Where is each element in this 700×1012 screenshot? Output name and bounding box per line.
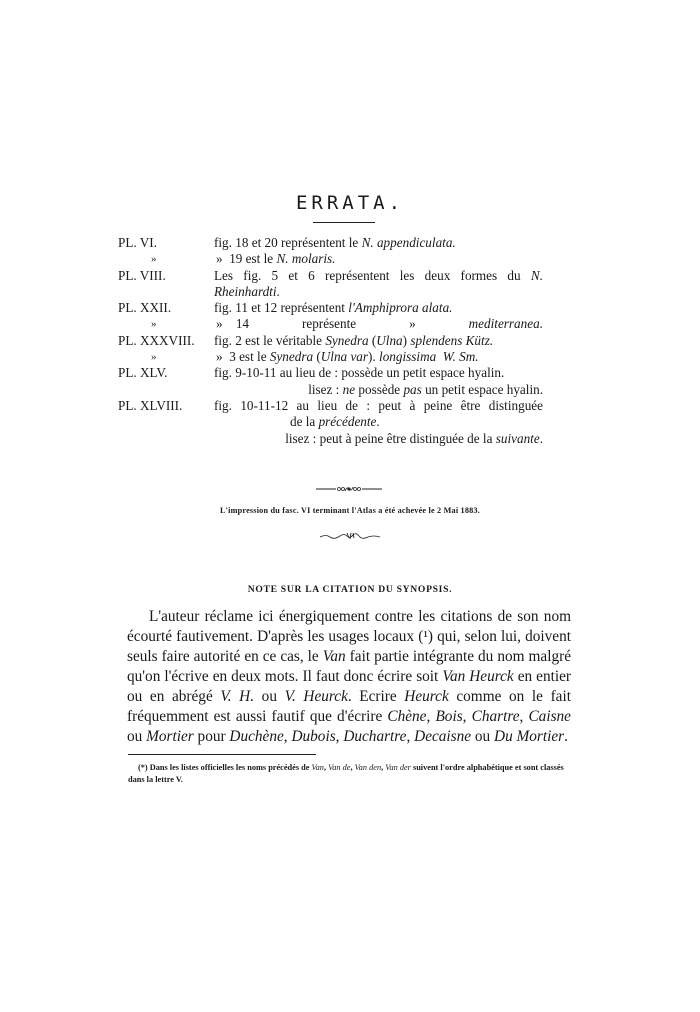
errata-correction xyxy=(214,382,543,398)
footnote-text: suivent l'ordre alphabétique et sont classés dans la lettre V. xyxy=(128,763,564,784)
footnote-italic: Van xyxy=(311,763,324,772)
errata-text: de la xyxy=(290,414,319,430)
errata-text: fig. 11 et 12 représentent xyxy=(214,300,349,316)
note-italic: Du Mortier xyxy=(494,728,565,745)
errata-italic: Ulna var xyxy=(320,349,369,365)
errata-text: . xyxy=(539,430,543,446)
errata-correction xyxy=(214,268,543,284)
note-italic: Van xyxy=(322,648,346,665)
errata-correction xyxy=(214,316,543,332)
errata-row xyxy=(118,365,543,381)
note-text: fait partie intégrante du nom malgré qu'on l'écrive en deux mots. Il faut donc écrire soit xyxy=(127,648,571,685)
errata-correction xyxy=(214,414,543,430)
note-italic: V. Heurck xyxy=(284,688,348,705)
footnote-italic: Van de xyxy=(328,763,351,772)
note-title: NOTE SUR LA CITATION DU SYNOPSIS. xyxy=(247,584,453,595)
errata-text: un petit espace hyalin. xyxy=(421,381,543,397)
title-divider xyxy=(313,222,375,223)
note-text: , xyxy=(283,728,292,745)
errata-italic: précédente xyxy=(318,414,377,430)
plate-label: » xyxy=(151,253,157,266)
errata-row xyxy=(118,382,543,398)
note-body xyxy=(127,607,571,747)
note-italic: Decaisne xyxy=(414,728,472,745)
note-italic: Duchène xyxy=(229,728,284,745)
note-text: L'auteur réclame ici énergiquement contre les citations de son nom écourté fautivement. D'après les usages locaux (¹) qui, selon lui, doivent seuls faire autorité en ce cas, le xyxy=(127,608,571,665)
errata-row xyxy=(118,431,543,447)
errata-correction xyxy=(214,333,543,349)
errata-text: » 14 représente » xyxy=(216,316,469,332)
note-text: . xyxy=(564,728,568,745)
note-paragraph xyxy=(127,607,571,747)
footnote-text: , xyxy=(381,763,386,772)
errata-title: ERRATA. xyxy=(295,192,405,214)
errata-row xyxy=(118,349,543,365)
errata-row xyxy=(118,268,543,284)
errata-correction xyxy=(214,284,543,300)
note-text: ou xyxy=(254,688,285,705)
note-italic: Heurck xyxy=(404,688,449,705)
errata-correction xyxy=(214,300,543,316)
errata-text: fig. 2 est le véritable xyxy=(214,332,326,348)
errata-text: fig. 18 et 20 représentent le xyxy=(214,235,362,250)
footnote-text: , xyxy=(323,763,329,772)
note-text: en entier ou en abrégé xyxy=(127,668,571,705)
note-italic: Chartre xyxy=(471,708,520,725)
errata-correction xyxy=(214,235,543,251)
errata-row xyxy=(118,300,543,316)
plate-label xyxy=(118,382,214,398)
errata-correction xyxy=(214,398,543,414)
errata-text: . xyxy=(276,283,280,299)
plate-label: PL. XXXVIII. xyxy=(118,332,195,348)
errata-italic: N. molaris. xyxy=(276,251,336,267)
errata-correction xyxy=(214,349,543,365)
errata-list xyxy=(118,235,543,447)
note-italic: Chène xyxy=(387,708,427,725)
errata-row xyxy=(118,414,543,430)
errata-row xyxy=(118,398,543,414)
note-italic: Dubois xyxy=(291,728,336,745)
note-text: ou xyxy=(471,728,495,745)
footnote-paragraph xyxy=(128,762,573,786)
plate-label: » xyxy=(151,351,157,364)
footnote-text: , xyxy=(350,763,355,772)
note-text: pour xyxy=(193,728,230,745)
errata-text: possède xyxy=(355,381,404,397)
errata-text: » 19 est le xyxy=(216,251,277,267)
note-italic: Mortier xyxy=(146,728,194,745)
errata-italic: N. appendiculata. xyxy=(361,235,456,250)
errata-italic: longissima W. Sm. xyxy=(379,349,479,365)
note-text: , xyxy=(335,728,344,745)
errata-text: Les fig. 5 et 6 représentent les deux formes du xyxy=(214,267,531,283)
note-italic: V. H. xyxy=(220,688,255,705)
plate-label: PL. VIII. xyxy=(118,267,166,283)
note-italic: Van Heurck xyxy=(442,668,514,685)
footnote-text: (*) Dans les listes officielles les noms précédés de xyxy=(138,763,312,772)
errata-row xyxy=(118,235,543,251)
impression-note: L'impression du fasc. VI terminant l'Atlas a été achevée le 2 Mai 1883. xyxy=(220,506,480,515)
errata-row xyxy=(118,251,543,267)
errata-correction xyxy=(214,431,543,447)
errata-italic: Synedra xyxy=(325,332,369,348)
errata-text: ( xyxy=(313,349,321,365)
errata-italic: suivante xyxy=(495,430,540,446)
errata-italic: splendens Kütz. xyxy=(410,332,494,348)
errata-italic: N. xyxy=(530,267,543,283)
note-italic: Bois xyxy=(435,708,463,725)
errata-italic: mediterranea. xyxy=(468,316,543,332)
errata-text: ( xyxy=(368,332,377,348)
errata-text: ). xyxy=(368,349,380,365)
plate-label xyxy=(118,284,214,300)
errata-row xyxy=(118,333,543,349)
note-text: ou xyxy=(127,728,147,745)
errata-row xyxy=(118,316,543,332)
plate-label: » xyxy=(151,318,157,331)
footnote-italic: Van den xyxy=(354,763,382,772)
errata-row xyxy=(118,284,543,300)
plate-label xyxy=(118,431,214,447)
note-text: comme on le fait fréquemment est aussi fautif que d'écrire xyxy=(127,688,571,725)
errata-text: lisez : xyxy=(308,381,343,397)
errata-text: » 3 est le xyxy=(216,349,270,365)
errata-text: ) xyxy=(402,332,411,348)
errata-correction xyxy=(214,365,543,381)
plate-label: PL. VI. xyxy=(118,235,157,250)
note-italic: Caisne xyxy=(528,708,571,725)
footnote-italic: Van der xyxy=(385,763,411,772)
footnote-divider xyxy=(128,754,316,755)
note-text: , xyxy=(426,708,436,725)
errata-text: fig. 10-11-12 au lieu de : peut à peine être distinguée xyxy=(214,397,543,413)
note-text: , xyxy=(519,708,529,725)
errata-italic: l'Amphiprora alata. xyxy=(348,300,453,316)
ornament-flourish-icon xyxy=(320,532,380,540)
errata-italic: Rheinhardti xyxy=(214,283,277,299)
errata-text: lisez : peut à peine être distinguée de la xyxy=(285,430,496,446)
errata-italic: Ulna xyxy=(376,332,403,348)
plate-label: PL. XLVIII. xyxy=(118,397,183,413)
errata-text: . xyxy=(376,414,380,430)
plate-label xyxy=(118,414,214,430)
plate-label: PL. XLV. xyxy=(118,365,168,381)
errata-italic: pas xyxy=(403,381,422,397)
note-text: , xyxy=(462,708,472,725)
note-text: , xyxy=(406,728,415,745)
note-italic: Duchartre xyxy=(343,728,407,745)
plate-label: PL. XXII. xyxy=(118,300,172,316)
errata-italic: ne xyxy=(342,381,356,397)
errata-italic: Synedra xyxy=(269,349,314,365)
note-text: . Ecrire xyxy=(347,688,405,705)
footnote xyxy=(128,762,573,786)
ornament-divider-icon xyxy=(316,486,382,492)
errata-correction xyxy=(214,251,543,267)
errata-text: fig. 9-10-11 au lieu de : possède un petit espace hyalin. xyxy=(214,365,505,381)
